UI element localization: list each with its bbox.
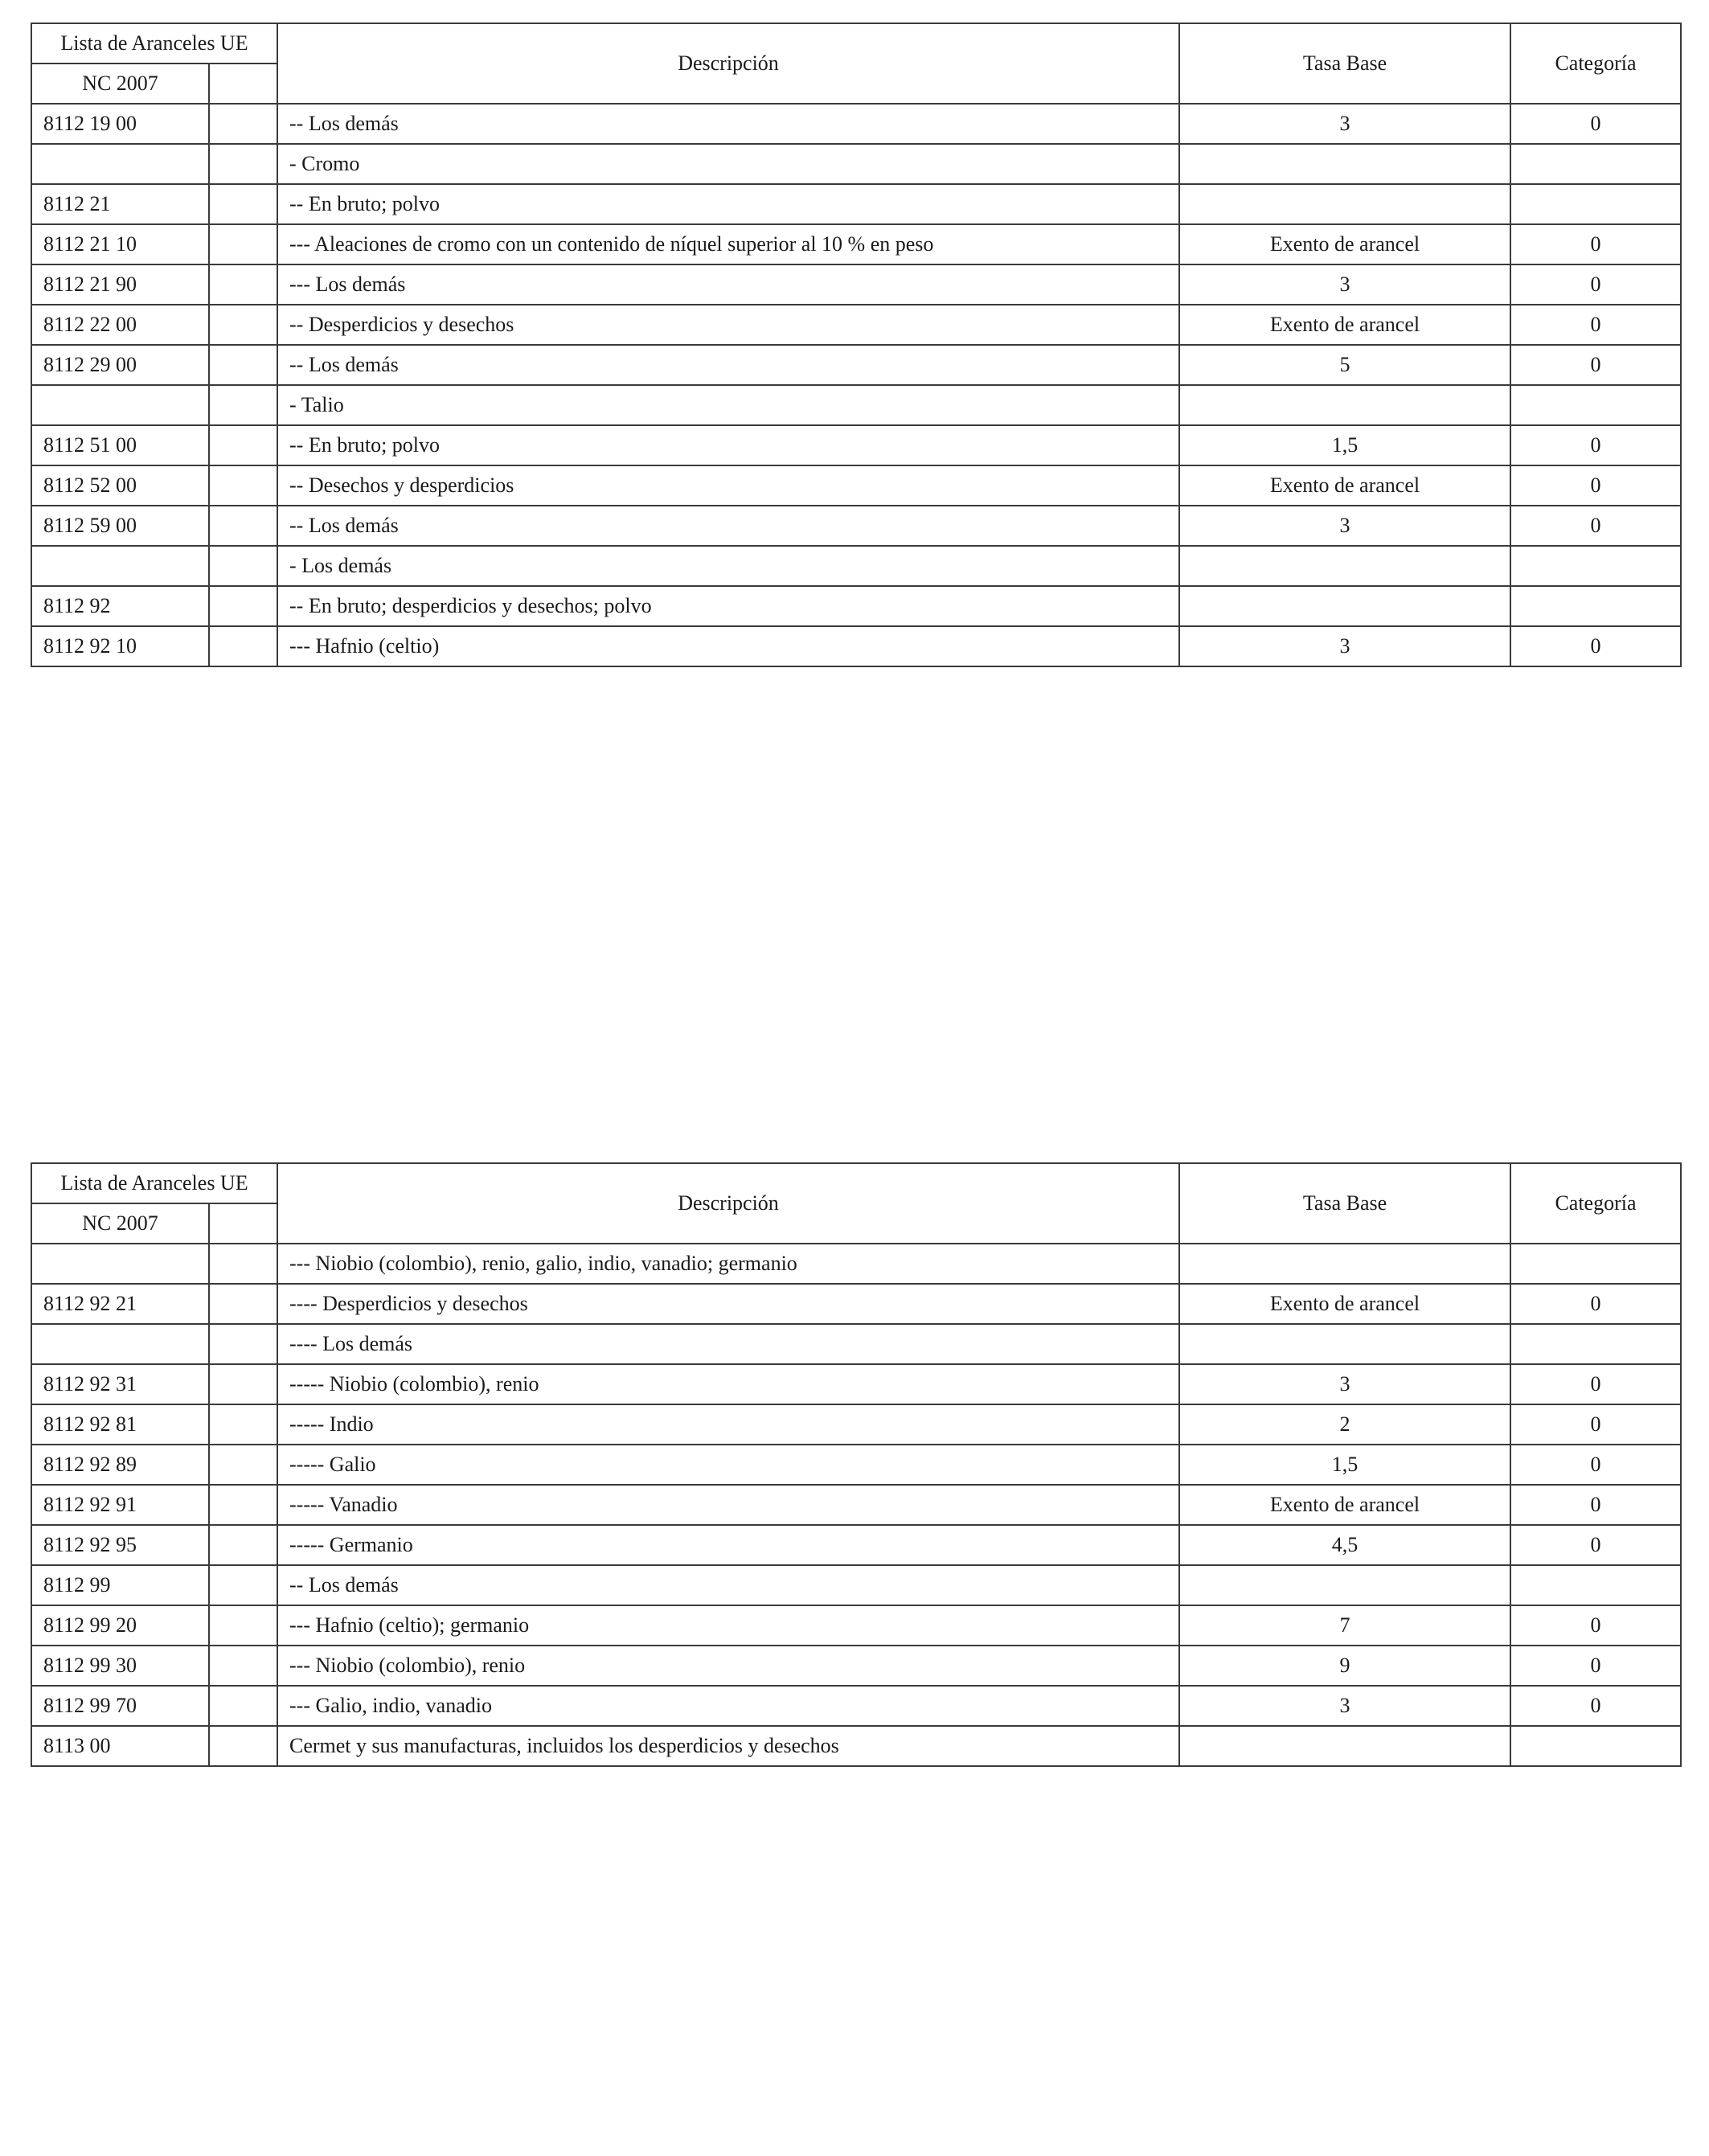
cell-description: -- Desechos y desperdicios xyxy=(277,465,1179,506)
cell-tasa-base xyxy=(1179,1726,1510,1766)
cell-categoria: 0 xyxy=(1510,1364,1681,1404)
cell-categoria: 0 xyxy=(1510,506,1681,546)
cell-blank xyxy=(209,345,277,385)
cell-tasa-base: 3 xyxy=(1179,1364,1510,1404)
cell-code: 8112 92 81 xyxy=(31,1404,209,1445)
cell-description: ----- Niobio (colombio), renio xyxy=(277,1364,1179,1404)
cell-blank xyxy=(209,1364,277,1404)
cell-description: ---- Los demás xyxy=(277,1324,1179,1364)
table-row xyxy=(31,1605,1681,1646)
cell-categoria: 0 xyxy=(1510,1284,1681,1324)
tariff-table-1 xyxy=(31,23,1682,667)
cell-blank xyxy=(209,465,277,506)
cell-tasa-base: 4,5 xyxy=(1179,1525,1510,1565)
cell-code: 8112 92 10 xyxy=(31,626,209,666)
cell-code: 8112 92 xyxy=(31,586,209,626)
cell-categoria xyxy=(1510,546,1681,586)
header-descripcion: Descripción xyxy=(277,23,1179,104)
cell-description: -- Los demás xyxy=(277,345,1179,385)
cell-description: --- Niobio (colombio), renio, galio, indio, vanadio; germanio xyxy=(277,1244,1179,1284)
cell-categoria xyxy=(1510,586,1681,626)
table-row xyxy=(31,264,1681,305)
cell-tasa-base: 5 xyxy=(1179,345,1510,385)
cell-categoria xyxy=(1510,1726,1681,1766)
cell-code xyxy=(31,546,209,586)
cell-code: 8112 99 xyxy=(31,1565,209,1605)
cell-categoria xyxy=(1510,144,1681,184)
cell-blank xyxy=(209,1404,277,1445)
cell-tasa-base: 3 xyxy=(1179,264,1510,305)
header-blank xyxy=(209,64,277,104)
cell-blank xyxy=(209,305,277,345)
table-row xyxy=(31,345,1681,385)
cell-description: --- Niobio (colombio), renio xyxy=(277,1646,1179,1686)
cell-blank xyxy=(209,264,277,305)
table-row xyxy=(31,626,1681,666)
cell-blank xyxy=(209,385,277,425)
header-categoria: Categoría xyxy=(1510,23,1681,104)
cell-tasa-base xyxy=(1179,1565,1510,1605)
cell-categoria: 0 xyxy=(1510,305,1681,345)
cell-tasa-base xyxy=(1179,546,1510,586)
table-row xyxy=(31,1485,1681,1525)
cell-categoria: 0 xyxy=(1510,626,1681,666)
cell-code: 8112 21 10 xyxy=(31,224,209,264)
table-row xyxy=(31,1244,1681,1284)
cell-tasa-base: 7 xyxy=(1179,1605,1510,1646)
cell-description: --- Hafnio (celtio) xyxy=(277,626,1179,666)
cell-categoria: 0 xyxy=(1510,345,1681,385)
cell-blank xyxy=(209,1485,277,1525)
cell-code: 8112 51 00 xyxy=(31,425,209,465)
cell-categoria: 0 xyxy=(1510,224,1681,264)
cell-code: 8112 59 00 xyxy=(31,506,209,546)
cell-description: ---- Desperdicios y desechos xyxy=(277,1284,1179,1324)
cell-code: 8112 92 91 xyxy=(31,1485,209,1525)
cell-tasa-base: 2 xyxy=(1179,1404,1510,1445)
cell-tasa-base: Exento de arancel xyxy=(1179,465,1510,506)
cell-blank xyxy=(209,1686,277,1726)
cell-categoria: 0 xyxy=(1510,1445,1681,1485)
cell-description: --- Galio, indio, vanadio xyxy=(277,1686,1179,1726)
table-row xyxy=(31,305,1681,345)
header-tasa-base: Tasa Base xyxy=(1179,1163,1510,1244)
cell-categoria: 0 xyxy=(1510,104,1681,144)
cell-tasa-base xyxy=(1179,144,1510,184)
header-descripcion: Descripción xyxy=(277,1163,1179,1244)
cell-categoria: 0 xyxy=(1510,1686,1681,1726)
table-row xyxy=(31,1364,1681,1404)
cell-code xyxy=(31,385,209,425)
cell-description: -- Los demás xyxy=(277,506,1179,546)
cell-code xyxy=(31,144,209,184)
cell-code: 8112 21 90 xyxy=(31,264,209,305)
table-row xyxy=(31,1646,1681,1686)
cell-code: 8112 52 00 xyxy=(31,465,209,506)
table-row xyxy=(31,1445,1681,1485)
cell-categoria: 0 xyxy=(1510,1605,1681,1646)
header-nc-2007: NC 2007 xyxy=(31,1203,209,1244)
cell-categoria xyxy=(1510,1565,1681,1605)
table-row xyxy=(31,546,1681,586)
cell-blank xyxy=(209,1445,277,1485)
cell-blank xyxy=(209,1605,277,1646)
cell-categoria: 0 xyxy=(1510,1525,1681,1565)
cell-tasa-base: 1,5 xyxy=(1179,425,1510,465)
cell-blank xyxy=(209,1726,277,1766)
table-body xyxy=(31,104,1681,666)
cell-tasa-base: 3 xyxy=(1179,104,1510,144)
table-row xyxy=(31,506,1681,546)
cell-tasa-base: Exento de arancel xyxy=(1179,1284,1510,1324)
cell-tasa-base xyxy=(1179,1244,1510,1284)
cell-blank xyxy=(209,1324,277,1364)
cell-tasa-base: 9 xyxy=(1179,1646,1510,1686)
cell-description: ----- Vanadio xyxy=(277,1485,1179,1525)
cell-blank xyxy=(209,626,277,666)
cell-categoria xyxy=(1510,184,1681,224)
cell-description: -- En bruto; polvo xyxy=(277,184,1179,224)
cell-code: 8112 19 00 xyxy=(31,104,209,144)
table-row xyxy=(31,224,1681,264)
table-row xyxy=(31,465,1681,506)
cell-code: 8112 92 31 xyxy=(31,1364,209,1404)
cell-blank xyxy=(209,144,277,184)
cell-description: -- Desperdicios y desechos xyxy=(277,305,1179,345)
header-lista-aranceles: Lista de Aranceles UE xyxy=(31,23,277,64)
table-body xyxy=(31,1244,1681,1766)
cell-description: -- En bruto; polvo xyxy=(277,425,1179,465)
cell-description: - Cromo xyxy=(277,144,1179,184)
cell-categoria xyxy=(1510,1324,1681,1364)
header-lista-aranceles: Lista de Aranceles UE xyxy=(31,1163,277,1203)
cell-tasa-base xyxy=(1179,184,1510,224)
cell-blank xyxy=(209,224,277,264)
cell-blank xyxy=(209,546,277,586)
cell-description: - Talio xyxy=(277,385,1179,425)
header-blank xyxy=(209,1203,277,1244)
cell-description: - Los demás xyxy=(277,546,1179,586)
cell-tasa-base: Exento de arancel xyxy=(1179,305,1510,345)
cell-blank xyxy=(209,1646,277,1686)
cell-code: 8112 92 95 xyxy=(31,1525,209,1565)
cell-categoria: 0 xyxy=(1510,465,1681,506)
cell-code: 8112 92 21 xyxy=(31,1284,209,1324)
cell-description: --- Hafnio (celtio); germanio xyxy=(277,1605,1179,1646)
cell-blank xyxy=(209,1284,277,1324)
table-row xyxy=(31,144,1681,184)
table-row xyxy=(31,1324,1681,1364)
cell-blank xyxy=(209,184,277,224)
cell-description: --- Los demás xyxy=(277,264,1179,305)
cell-description: ----- Galio xyxy=(277,1445,1179,1485)
cell-code: 8113 00 xyxy=(31,1726,209,1766)
cell-code: 8112 99 30 xyxy=(31,1646,209,1686)
cell-description: Cermet y sus manufacturas, incluidos los desperdicios y desechos xyxy=(277,1726,1179,1766)
table-row xyxy=(31,1686,1681,1726)
cell-categoria: 0 xyxy=(1510,1404,1681,1445)
table-row xyxy=(31,1284,1681,1324)
cell-description: ----- Indio xyxy=(277,1404,1179,1445)
cell-code: 8112 99 20 xyxy=(31,1605,209,1646)
cell-categoria xyxy=(1510,385,1681,425)
table-row xyxy=(31,1525,1681,1565)
cell-code: 8112 99 70 xyxy=(31,1686,209,1726)
table-row xyxy=(31,385,1681,425)
table-row xyxy=(31,104,1681,144)
header-tasa-base: Tasa Base xyxy=(1179,23,1510,104)
cell-tasa-base: 3 xyxy=(1179,626,1510,666)
cell-categoria: 0 xyxy=(1510,1646,1681,1686)
cell-code xyxy=(31,1244,209,1284)
cell-categoria: 0 xyxy=(1510,425,1681,465)
cell-blank xyxy=(209,1244,277,1284)
table-row xyxy=(31,1565,1681,1605)
cell-blank xyxy=(209,506,277,546)
cell-tasa-base xyxy=(1179,586,1510,626)
table-row xyxy=(31,586,1681,626)
cell-blank xyxy=(209,425,277,465)
cell-blank xyxy=(209,1565,277,1605)
header-categoria: Categoría xyxy=(1510,1163,1681,1244)
cell-tasa-base xyxy=(1179,1324,1510,1364)
cell-code: 8112 21 xyxy=(31,184,209,224)
cell-blank xyxy=(209,586,277,626)
cell-code: 8112 92 89 xyxy=(31,1445,209,1485)
cell-tasa-base: Exento de arancel xyxy=(1179,224,1510,264)
table-row xyxy=(31,425,1681,465)
cell-code xyxy=(31,1324,209,1364)
cell-tasa-base: 3 xyxy=(1179,506,1510,546)
table-row xyxy=(31,1404,1681,1445)
cell-categoria: 0 xyxy=(1510,264,1681,305)
table-row xyxy=(31,184,1681,224)
cell-code: 8112 22 00 xyxy=(31,305,209,345)
cell-tasa-base: Exento de arancel xyxy=(1179,1485,1510,1525)
cell-tasa-base xyxy=(1179,385,1510,425)
cell-description: -- Los demás xyxy=(277,1565,1179,1605)
cell-description: --- Aleaciones de cromo con un contenido de níquel superior al 10 % en peso xyxy=(277,224,1179,264)
cell-blank xyxy=(209,104,277,144)
cell-tasa-base: 3 xyxy=(1179,1686,1510,1726)
cell-categoria: 0 xyxy=(1510,1485,1681,1525)
cell-description: -- Los demás xyxy=(277,104,1179,144)
table-row xyxy=(31,1726,1681,1766)
header-nc-2007: NC 2007 xyxy=(31,64,209,104)
cell-blank xyxy=(209,1525,277,1565)
cell-description: ----- Germanio xyxy=(277,1525,1179,1565)
cell-description: -- En bruto; desperdicios y desechos; polvo xyxy=(277,586,1179,626)
cell-tasa-base: 1,5 xyxy=(1179,1445,1510,1485)
cell-categoria xyxy=(1510,1244,1681,1284)
tariff-table-2 xyxy=(31,1162,1682,1767)
cell-code: 8112 29 00 xyxy=(31,345,209,385)
